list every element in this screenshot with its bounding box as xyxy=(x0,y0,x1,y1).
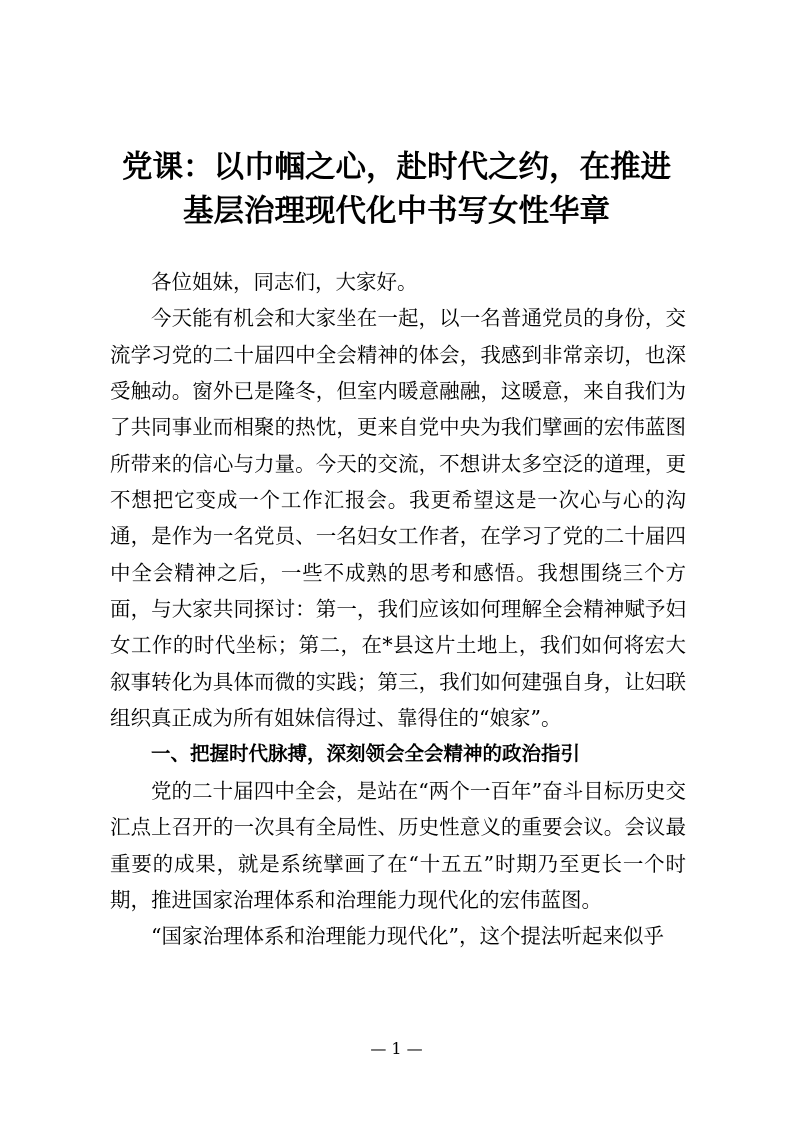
greeting-paragraph: 各位姐妹，同志们，大家好。 xyxy=(151,270,418,294)
page-number: — 1 — xyxy=(370,1039,423,1058)
title-line-2: 基层治理现代化中书写女性华章 xyxy=(183,194,610,229)
intro-paragraph: 今天能有机会和大家坐在一起，以一名普通党员的身份，交流学习党的二十届四中全会精神的体会，我感到非常亲切，也深受触动。窗外已是隆冬，但室内暖意融融，这暖意，来自我们为了共同事业而相聚的热忱，更来自党中央为我们擘画的宏伟蓝图所带来的信心与力量。今天的交流，不想讲太多空泛的道理，更不想把它变成一个工作汇报会。我更希望这是一次心与心的沟通，是作为一名党员、一名妇女工作者，在学习了党的二十届四中全会精神之后，一些不成熟的思考和感悟。我想围绕三个方面，与大家共同探讨：第一，我们应该如何理解全会精神赋予妇女工作的时代坐标；第二，在*县这片土地上，我们如何将宏大叙事转化为具体而微的实践；第三，我们如何建强自身，让妇联组织真正成为所有姐妹信得过、靠得住的“娘家”。 xyxy=(110,306,686,731)
title-line-1: 党课：以巾帼之心，赴时代之约，在推进 xyxy=(122,150,671,185)
section-heading-1: 一、把握时代脉搏，深刻领会全会精神的政治指引 xyxy=(151,742,581,766)
document-body xyxy=(110,264,686,955)
document-title xyxy=(90,146,703,234)
section-1-paragraph-1: 党的二十届四中全会，是站在“两个一百年”奋斗目标历史交汇点上召开的一次具有全局性、历史性意义的重要会议。会议最重要的成果，就是系统擘画了在“十五五”时期乃至更长一个时期，推进国家治理体系和治理能力现代化的宏伟蓝图。 xyxy=(110,778,686,912)
section-1-paragraph-2: “国家治理体系和治理能力现代化”，这个提法听起来似乎 xyxy=(151,924,664,949)
